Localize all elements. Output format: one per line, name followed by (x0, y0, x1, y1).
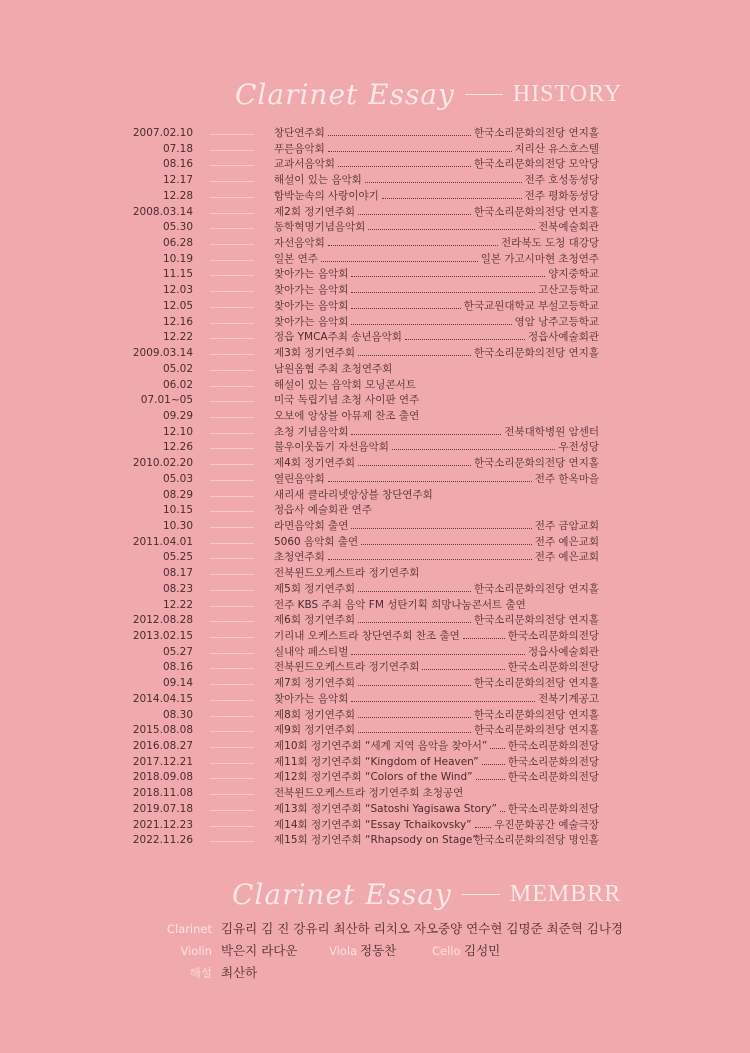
history-row (0, 503, 750, 519)
history-venue: 양지중학교 (548, 268, 599, 281)
history-venue: 한국소리문화의전당 연지홀 (473, 677, 599, 690)
dot-leader (482, 764, 505, 765)
dot-leader (358, 355, 471, 356)
history-date: 05.30 (162, 221, 193, 234)
dot-leader (476, 779, 505, 780)
history-venue: 전라북도 도청 대강당 (501, 237, 599, 250)
history-row (0, 739, 750, 755)
history-venue: 한국소리문화의전당 연지홀 (473, 127, 599, 139)
history-row (0, 550, 750, 566)
history-venue: 전주 예은교회 (534, 551, 599, 564)
dot-leader (338, 166, 471, 167)
history-venue: 한국소리문화의전당 (507, 771, 599, 784)
row-separator (210, 778, 254, 779)
row-separator (210, 354, 254, 355)
history-date: 12.16 (162, 315, 193, 328)
dot-leader (358, 591, 471, 592)
history-event: 전북윈드오케스트라 정기연주회 (274, 661, 420, 674)
history-event: 실내악 페스티벌 (274, 645, 349, 658)
history-date: 2011.04.01 (132, 535, 193, 548)
history-date: 05.02 (162, 362, 193, 375)
history-venue: 한국소리문화의전당 연지홀 (473, 205, 599, 218)
history-venue: 전주 한옥마을 (534, 472, 599, 485)
history-venue: 한국소리문화의전당 (507, 755, 599, 768)
dot-leader (351, 434, 501, 435)
dot-leader (365, 182, 522, 183)
history-venue: 정읍사예술회관 (527, 645, 599, 658)
history-date: 12.05 (162, 299, 193, 312)
row-separator (210, 165, 254, 166)
history-event: 전주 KBS 주최 음악 FM 성탄기획 희망나눔콘서트 출연 (274, 598, 526, 611)
history-date: 2019.07.18 (132, 802, 193, 815)
dot-leader (351, 528, 532, 529)
history-event: 제7회 정기연주회 (274, 677, 356, 690)
history-date: 05.27 (162, 645, 193, 658)
history-row (0, 723, 750, 739)
history-event: 전북윈드오케스트라 정기연주회 (274, 567, 420, 580)
row-separator (210, 684, 254, 685)
history-venue: 한국교원대학교 부설고등학교 (463, 299, 599, 312)
dot-leader (328, 135, 471, 136)
history-row (0, 770, 750, 786)
dot-leader (358, 214, 471, 215)
history-venue: 전주 예은교회 (534, 535, 599, 548)
history-date: 08.16 (162, 158, 193, 171)
row-separator (210, 543, 254, 544)
history-date: 2007.02.10 (132, 127, 193, 139)
dot-leader (475, 827, 491, 828)
dot-leader (358, 465, 471, 466)
row-separator (210, 480, 254, 481)
history-row (0, 440, 750, 456)
history-row (0, 346, 750, 362)
history-event: 찾아가는 음악회 (274, 284, 349, 297)
history-row (0, 362, 750, 378)
history-venue: 한국소리문화의전당 연지홀 (473, 457, 599, 470)
row-separator (210, 496, 254, 497)
history-event: 5060 음악회 출연 (274, 535, 359, 548)
row-separator (210, 323, 254, 324)
history-event: 찾아가는 음악회 (274, 268, 349, 281)
history-date: 07.18 (162, 142, 193, 155)
history-event: 제2회 정기연주회 (274, 205, 356, 218)
row-separator (210, 558, 254, 559)
history-title: HISTORY (512, 81, 623, 107)
dot-leader (328, 559, 532, 560)
history-date: 08.29 (162, 488, 193, 501)
title-divider (462, 894, 500, 895)
history-row (0, 755, 750, 771)
history-event: 제6회 정기연주회 (274, 614, 356, 627)
history-row (0, 566, 750, 582)
row-separator (210, 150, 254, 151)
history-date: 09.29 (162, 409, 193, 422)
history-event: 라면음악회 출연 (274, 519, 349, 532)
row-separator (210, 810, 254, 811)
dot-leader (405, 339, 525, 340)
history-event: 제12회 정기연주회 “Colors of the Wind” (274, 771, 473, 784)
row-separator (210, 260, 254, 261)
history-event: 제3회 정기연주회 (274, 347, 356, 360)
history-event: 제8회 정기연주회 (274, 708, 356, 721)
history-heading (235, 78, 622, 111)
history-venue: 정읍사예술회관 (527, 331, 599, 344)
dot-leader (351, 654, 525, 655)
row-separator (210, 244, 254, 245)
history-row (0, 582, 750, 598)
history-venue: 우진문화공간 예술극장 (494, 818, 599, 831)
history-row (0, 535, 750, 551)
history-date: 06.28 (162, 237, 193, 250)
history-date: 2010.02.20 (132, 457, 193, 470)
history-date: 2015.08.08 (132, 724, 193, 737)
row-separator (210, 574, 254, 575)
row-separator (210, 731, 254, 732)
history-row (0, 283, 750, 299)
row-separator (210, 653, 254, 654)
viola-names: 정동찬 (360, 943, 397, 958)
history-event: 창단연주회 (274, 127, 325, 139)
dot-leader (368, 229, 535, 230)
row-separator (210, 213, 254, 214)
member-heading (232, 878, 621, 911)
row-separator (210, 668, 254, 669)
history-venue: 한국소리문화의전당 (507, 661, 599, 674)
row-separator (210, 307, 254, 308)
history-date: 10.30 (162, 519, 193, 532)
clarinet-names: 김유리 김 진 강유리 최산하 리치오 자오중양 연수현 김명준 최준혁 김나경 (221, 921, 623, 936)
dot-leader (382, 198, 522, 199)
history-event: 불우이웃돕기 자선음악회 (274, 441, 389, 454)
history-event: 새리새 클라리넷앙상블 창단연주회 (274, 488, 433, 501)
history-event: 제4회 정기연주회 (274, 457, 356, 470)
row-separator (210, 606, 254, 607)
history-row (0, 818, 750, 834)
history-date: 12.10 (162, 425, 193, 438)
history-date: 2021.12.23 (132, 818, 193, 831)
history-event: 제15회 정기연주회 “Rhapsody on Stage” (274, 834, 478, 847)
history-row (0, 519, 750, 535)
history-date: 08.30 (162, 708, 193, 721)
history-date: 2012.08.28 (132, 614, 193, 627)
history-date: 12.17 (162, 174, 193, 187)
history-row (0, 676, 750, 692)
history-date: 2016.08.27 (132, 740, 193, 753)
history-row (0, 205, 750, 221)
row-separator (210, 275, 254, 276)
row-separator (210, 181, 254, 182)
history-row (0, 126, 750, 142)
history-event: 자선음악회 (274, 237, 325, 250)
dot-leader (328, 245, 498, 246)
commentary-names: 최산하 (221, 965, 258, 980)
history-venue: 일본 가고시마현 초청연주 (480, 252, 599, 265)
history-venue: 전주 평화동성당 (524, 189, 599, 202)
history-row (0, 173, 750, 189)
history-venue: 전주 금암교회 (534, 519, 599, 532)
history-venue: 한국소리문화의전당 (507, 740, 599, 753)
history-event: 초청 기념음악회 (274, 425, 349, 438)
member-script-title: Clarinet Essay (232, 878, 452, 911)
dot-leader (361, 544, 532, 545)
history-list (0, 126, 750, 849)
history-event: 교과서음악회 (274, 158, 335, 171)
history-event: 정읍사 예술회관 연주 (274, 504, 372, 517)
dot-leader (500, 811, 505, 812)
history-venue: 전북예술회관 (538, 221, 599, 234)
history-row (0, 456, 750, 472)
history-event: 오보에 앙상블 아뮤제 찬조 출연 (274, 409, 420, 422)
history-date: 2017.12.21 (132, 755, 193, 768)
history-row (0, 660, 750, 676)
history-venue: 한국소리문화의전당 명인홀 (473, 834, 599, 847)
history-date: 12.22 (162, 598, 193, 611)
history-date: 07.01~05 (140, 394, 193, 407)
history-event: 찾아가는 음악회 (274, 692, 349, 705)
history-date: 2022.11.26 (132, 834, 193, 847)
history-date: 06.02 (162, 378, 193, 391)
history-row (0, 189, 750, 205)
row-separator (210, 197, 254, 198)
row-separator (210, 433, 254, 434)
member-row-commentary (0, 962, 750, 984)
history-date: 12.03 (162, 284, 193, 297)
dot-leader (328, 481, 532, 482)
row-separator (210, 228, 254, 229)
history-event: 남원옴협 주최 초청연주회 (274, 362, 393, 375)
history-row (0, 833, 750, 849)
row-separator (210, 338, 254, 339)
history-date: 11.15 (162, 268, 193, 281)
row-separator (210, 511, 254, 512)
history-event: 전북윈드오케스트라 정기연주회 초청공연 (274, 787, 464, 800)
member-list (0, 918, 750, 984)
history-event: 함박눈속의 사랑이야기 (274, 189, 379, 202)
row-separator (210, 134, 254, 135)
dot-leader (351, 292, 535, 293)
member-title: MEMBRR (509, 881, 622, 907)
history-row (0, 236, 750, 252)
dot-leader (351, 308, 461, 309)
dot-leader (422, 669, 505, 670)
history-row (0, 252, 750, 268)
row-separator (210, 716, 254, 717)
history-venue: 전주 호성동성당 (524, 174, 599, 187)
history-venue: 우전성당 (558, 441, 599, 454)
history-row (0, 613, 750, 629)
history-venue: 한국소리문화의전당 (507, 802, 599, 815)
history-date: 2018.09.08 (132, 771, 193, 784)
row-separator (210, 763, 254, 764)
cello-names: 김성민 (464, 943, 501, 958)
dot-leader (351, 324, 512, 325)
history-date: 2008.03.14 (132, 205, 193, 218)
history-date: 2018.11.08 (132, 787, 193, 800)
member-row-clarinet (0, 918, 750, 940)
title-divider (465, 94, 503, 95)
history-venue: 영암 낭주고등학교 (514, 315, 599, 328)
dot-leader (358, 622, 471, 623)
history-event: 동학혁명기념음악회 (274, 221, 366, 234)
row-separator (210, 590, 254, 591)
history-event: 찾아가는 음악회 (274, 315, 349, 328)
row-separator (210, 291, 254, 292)
history-date: 10.19 (162, 252, 193, 265)
history-row (0, 142, 750, 158)
history-date: 08.16 (162, 661, 193, 674)
history-date: 05.25 (162, 551, 193, 564)
history-date: 10.15 (162, 504, 193, 517)
dot-leader (392, 449, 555, 450)
row-separator (210, 637, 254, 638)
history-venue: 한국소리문화의전당 모악당 (473, 158, 599, 171)
history-event: 초청연주회 (274, 551, 325, 564)
dot-leader (328, 151, 512, 152)
history-row (0, 315, 750, 331)
history-venue: 한국소리문화의전당 연지홀 (473, 708, 599, 721)
history-venue: 한국소리문화의전당 연지홀 (473, 582, 599, 595)
history-row (0, 330, 750, 346)
history-event: 정읍 YMCA주최 송년음악회 (274, 331, 402, 344)
dot-leader (351, 276, 545, 277)
row-separator (210, 401, 254, 402)
row-separator (210, 794, 254, 795)
role-label-violin: Violin (180, 944, 212, 958)
history-date: 05.03 (162, 472, 193, 485)
history-venue: 한국소리문화의전당 (507, 630, 599, 642)
history-row (0, 488, 750, 504)
role-label-viola: Viola (329, 944, 358, 958)
history-date: 08.23 (162, 582, 193, 595)
history-venue: 한국소리문화의전당 연지홀 (473, 724, 599, 737)
history-event: 열린음악회 (274, 472, 325, 485)
history-event: 제11회 정기연주회 “Kingdom of Heaven” (274, 755, 479, 768)
history-row (0, 708, 750, 724)
row-separator (210, 700, 254, 701)
history-event: 제14회 정기연주회 “Essay Tchaikovsky” (274, 818, 472, 831)
history-row (0, 802, 750, 818)
history-date: 12.22 (162, 331, 193, 344)
history-event: 제9회 정기연주회 (274, 724, 356, 737)
dot-leader (358, 717, 471, 718)
history-event: 제5회 정기연주회 (274, 582, 356, 595)
history-row (0, 425, 750, 441)
dot-leader (358, 732, 471, 733)
history-date: 12.26 (162, 441, 193, 454)
dot-leader (351, 701, 535, 702)
row-separator (210, 621, 254, 622)
dot-leader (490, 748, 505, 749)
history-row (0, 645, 750, 661)
history-event: 제13회 정기연주회 “Satoshi Yagisawa Story” (274, 802, 497, 815)
role-label-commentary: 해설 (189, 966, 212, 980)
dot-leader (358, 685, 471, 686)
history-event: 제10회 정기연주회 “세계 지역 음악을 찾아서” (274, 740, 488, 753)
history-row (0, 472, 750, 488)
history-date: 08.17 (162, 567, 193, 580)
history-venue: 전북대학병원 암센터 (504, 425, 599, 438)
history-event: 찾아가는 음악회 (274, 299, 349, 312)
row-separator (210, 370, 254, 371)
history-venue: 지리산 유스호스텔 (514, 142, 599, 155)
history-venue: 한국소리문화의전당 연지홀 (473, 347, 599, 360)
history-venue: 고산고등학교 (538, 284, 599, 297)
history-script-title: Clarinet Essay (235, 78, 455, 111)
history-row (0, 378, 750, 394)
history-date: 2009.03.14 (132, 347, 193, 360)
history-date: 2013.02.15 (132, 630, 193, 642)
history-row (0, 393, 750, 409)
history-row (0, 157, 750, 173)
history-venue: 한국소리문화의전당 연지홀 (473, 614, 599, 627)
history-event: 미국 독립기념 초청 사이판 연주 (274, 394, 420, 407)
row-separator (210, 386, 254, 387)
history-row (0, 629, 750, 645)
history-event: 해설이 있는 음악회 모닝콘서트 (274, 378, 416, 391)
history-row (0, 299, 750, 315)
history-event: 푸른음악회 (274, 142, 325, 155)
dot-leader (321, 261, 478, 262)
history-date: 09.14 (162, 677, 193, 690)
history-row (0, 267, 750, 283)
dot-leader (463, 638, 505, 639)
history-row (0, 409, 750, 425)
row-separator (210, 464, 254, 465)
history-date: 12.28 (162, 189, 193, 202)
history-row (0, 692, 750, 708)
row-separator (210, 826, 254, 827)
history-event: 기리내 오케스트라 창단연주회 찬조 출연 (274, 630, 460, 642)
history-event: 해설이 있는 음악회 (274, 174, 362, 187)
row-separator (210, 841, 254, 842)
history-row (0, 598, 750, 614)
row-separator (210, 527, 254, 528)
history-venue: 전북기계공고 (538, 692, 599, 705)
row-separator (210, 417, 254, 418)
history-date: 2014.04.15 (132, 692, 193, 705)
violin-names: 박은지 라다운 (221, 943, 298, 958)
row-separator (210, 747, 254, 748)
row-separator (210, 448, 254, 449)
member-row-strings (0, 940, 750, 962)
history-row (0, 786, 750, 802)
role-label-clarinet: Clarinet (166, 922, 212, 936)
history-event: 일본 연주 (274, 252, 318, 265)
role-label-cello: Cello (432, 944, 461, 958)
history-row (0, 220, 750, 236)
